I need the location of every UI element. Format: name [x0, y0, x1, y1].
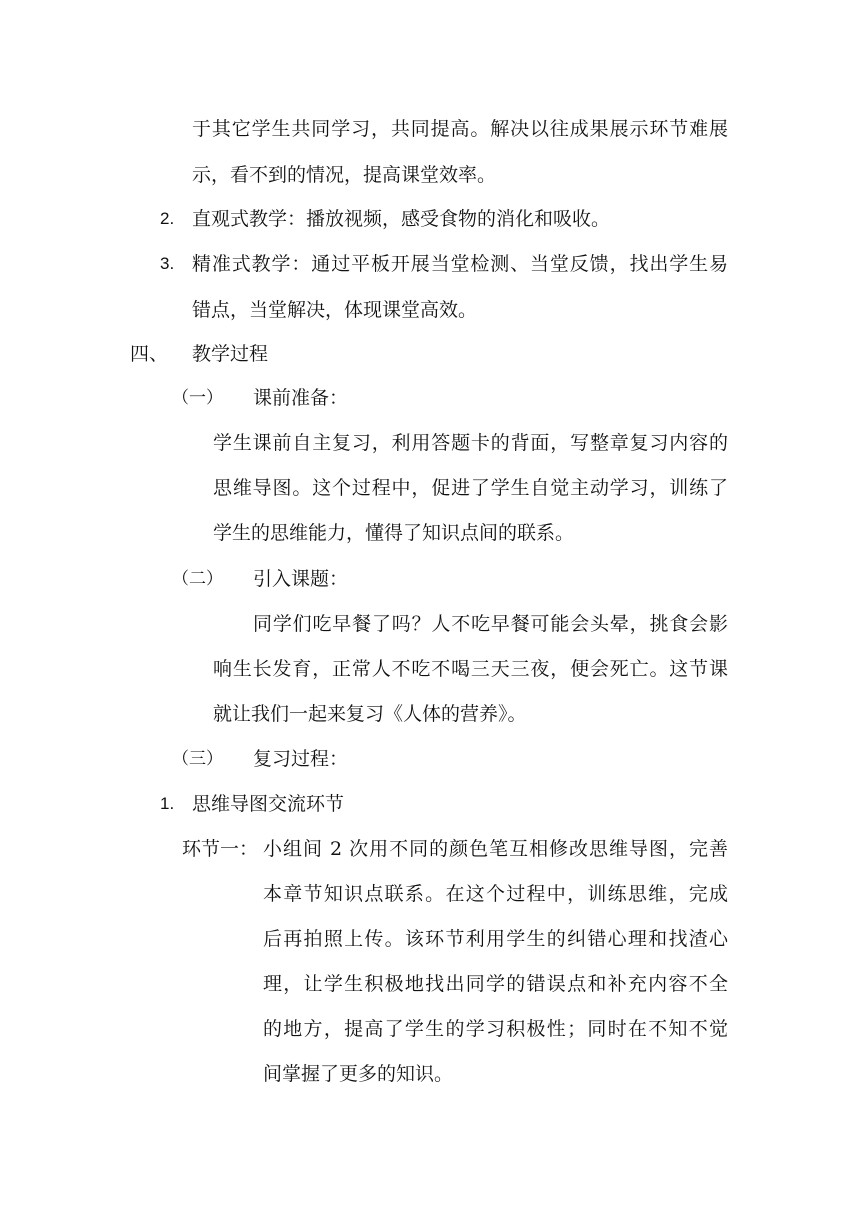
list-number: 2. [160, 209, 175, 228]
list-number: 1. [160, 794, 175, 813]
subsection-title: 复习过程： [253, 748, 349, 770]
paragraph-line: 的地方，提高了学生的学习积极性；同时在不知不觉 [263, 1018, 728, 1040]
paragraph-line: 小组间 2 次用不同的颜色笔互相修改思维导图，完善 [263, 838, 728, 860]
step-label: 环节一： [182, 838, 259, 860]
paragraph-line: 间掌握了更多的知识。 [263, 1063, 454, 1085]
paragraph-line: 思维导图。这个过程中，促进了学生自觉主动学习，训练了 [213, 477, 728, 499]
list-item-text: 直观式教学：播放视频，感受食物的消化和吸收。 [192, 208, 611, 230]
subsection-title: 引入课题： [253, 568, 349, 590]
paragraph-line: 理，让学生积极地找出同学的错误点和补充内容不全 [263, 973, 728, 995]
paragraph-line: 学生课前自主复习，利用答题卡的背面，写整章复习内容的 [213, 432, 728, 454]
subsection-number: （二） [172, 569, 223, 589]
paragraph-line: 响生长发育，正常人不吃不喝三天三夜，便会死亡。这节课 [213, 658, 728, 680]
list-number: 3. [160, 254, 175, 273]
paragraph-line: 示，看不到的情况，提高课堂效率。 [192, 164, 497, 186]
subsection-title: 课前准备： [253, 387, 349, 409]
paragraph-line: 于其它学生共同学习，共同提高。解决以往成果展示环节难展 [192, 118, 728, 140]
section-number: 四、 [130, 343, 169, 365]
paragraph-line: 本章节知识点联系。在这个过程中，训练思维，完成 [263, 883, 728, 905]
list-item-text: 错点，当堂解决，体现课堂高效。 [192, 299, 478, 321]
paragraph-line: 同学们吃早餐了吗？人不吃早餐可能会头晕，挑食会影 [253, 613, 728, 635]
paragraph-line: 学生的思维能力，懂得了知识点间的联系。 [213, 522, 575, 544]
list-item-text: 精准式教学：通过平板开展当堂检测、当堂反馈，找出学生易 [192, 253, 728, 275]
subsection-number: （三） [172, 749, 223, 769]
paragraph-line: 就让我们一起来复习《人体的营养》。 [213, 703, 527, 725]
paragraph-line: 后再拍照上传。该环节利用学生的纠错心理和找渣心 [263, 928, 728, 950]
section-title: 教学过程 [192, 343, 269, 365]
subsection-number: （一） [172, 388, 223, 408]
list-item-text: 思维导图交流环节 [192, 793, 345, 815]
